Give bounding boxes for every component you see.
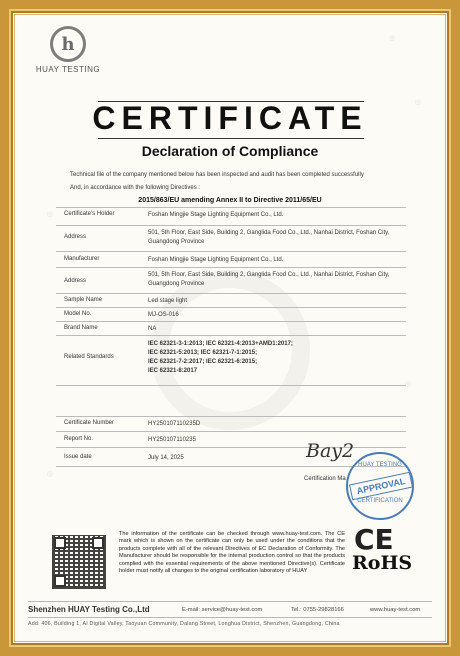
- manufacturer-address-value: 501, 5th Floor, East Side, Building 2, Ganglida Food Co., Ltd., Nanhai District, Foshan City, Guangdong Province: [148, 272, 390, 287]
- holder-value: Foshan Mingjie Stage Lighting Equipment Co., Ltd.: [148, 212, 284, 218]
- brand-value: NA: [148, 326, 157, 332]
- qr-finder: [92, 537, 104, 549]
- watermark-icon: ◎: [388, 35, 396, 42]
- cert-number-value: HY250107110235D: [148, 421, 201, 427]
- qr-code: [52, 535, 106, 589]
- watermark-icon: ◎: [46, 471, 54, 478]
- stamp-band-text: APPROVAL: [349, 472, 413, 501]
- divider: [56, 416, 406, 417]
- divider: [56, 293, 406, 294]
- footer-tel: Tel.: 0755-29828166: [291, 607, 344, 613]
- standard-line: IEC 62321-7-2:2017; IEC 62321-6:2015;: [148, 359, 258, 365]
- divider: [56, 251, 406, 252]
- qr-finder: [54, 537, 66, 549]
- standards-value: [148, 340, 410, 376]
- ce-mark: CE: [354, 523, 394, 556]
- company-name: Shenzhen HUAY Testing Co.,Ltd: [28, 605, 150, 614]
- intro-line-1: Technical file of the company mentioned below has been inspected and audit has been completed successfully: [70, 172, 364, 178]
- standard-line: IEC 62321-8:2017: [148, 368, 198, 374]
- divider: [56, 321, 406, 322]
- holder-label: Certificate's Holder: [64, 211, 115, 217]
- sample-label: Sample Name: [64, 297, 103, 303]
- logo-text: HUAY TESTING: [35, 65, 101, 74]
- directive-title: 2015/863/EU amending Annex II to Directive 2011/65/EU: [138, 197, 322, 204]
- manufacturer-value: Foshan Mingjie Stage Lighting Equipment Co., Ltd.: [148, 257, 284, 263]
- report-label: Report No.: [64, 436, 94, 442]
- footer-rule-top: [28, 601, 432, 602]
- brand-label: Brand Name: [64, 325, 98, 331]
- watermark-icon: ◎: [404, 381, 412, 388]
- signature: Bay2: [306, 440, 355, 462]
- footer-web: www.huay-test.com: [370, 607, 421, 613]
- certificate-subtitle: Declaration of Compliance: [141, 143, 319, 159]
- model-label: Model No.: [64, 311, 92, 317]
- footer-rule-bottom: [28, 617, 432, 618]
- divider: [56, 335, 406, 336]
- divider: [56, 207, 406, 208]
- sample-value: Led stage light: [148, 298, 188, 304]
- model-value: MJ-OS-016: [148, 312, 179, 318]
- holder-address-value: 501, 5th Floor, East Side, Building 2, Ganglida Food Co., Ltd., Nanhai District, Foshan City, Guangdong Province: [148, 230, 390, 245]
- standard-line: IEC 62321-5:2013; IEC 62321-7-1:2015;: [148, 350, 258, 356]
- holder-address-label: Address: [64, 234, 87, 240]
- divider: [56, 385, 406, 386]
- rohs-mark: RoHS: [352, 552, 413, 574]
- divider: [56, 267, 406, 268]
- intro-line-2: And, in accordance with the following Directives :: [70, 185, 201, 191]
- divider: [56, 307, 406, 308]
- manufacturer-address-label: Address: [64, 278, 87, 284]
- logo-icon: [50, 26, 86, 62]
- certificate-title: CERTIFICATE: [92, 100, 368, 136]
- logo-letter: h: [61, 33, 75, 55]
- issue-label: Issue date: [64, 454, 92, 460]
- report-value: HY250107110235: [148, 437, 196, 443]
- watermark-icon: ◎: [414, 99, 422, 106]
- manufacturer-label: Manufacturer: [64, 256, 100, 262]
- divider: [56, 431, 406, 432]
- title-rule-bottom: [98, 138, 364, 139]
- cert-number-label: Certificate Number: [64, 420, 115, 426]
- footer-email: E-mail: service@huay-test.com: [182, 607, 263, 613]
- qr-finder: [54, 575, 66, 587]
- footer-address: Add: 406, Building 1, AI Digital Valley, Taoyuan Community, Dalang Street, Longhua District, Shenzhen, Guangdong, China: [28, 621, 340, 627]
- notice-text: The information of the certificate can be checked through www.huay-test.com. The CE mark which is shown on the certificate can only be used under the conditions that the products complete with all of the relevant Directives of EC Declaration of Conformity. The Manufacturer should be responsible for the internal production control so that the products complied with the essential requirements of the above mentioned Directive(s). Certificate holder must notify all changes to the original certification laboratory of HUAY: [119, 531, 345, 575]
- standard-line: IEC 62321-3-1:2013; IEC 62321-4:2013+AMD1:2017;: [148, 341, 293, 347]
- divider: [56, 225, 406, 226]
- stamp-bottom-text: CERTIFICATION: [357, 498, 403, 504]
- huay-logo: [28, 26, 108, 74]
- issue-value: July 14, 2025: [148, 455, 184, 461]
- watermark-icon: ◎: [46, 211, 54, 218]
- standards-label: Related Standards: [64, 354, 114, 360]
- signature-label: Certification Ma: [304, 476, 346, 482]
- approval-stamp: [346, 452, 414, 520]
- stamp-top-text: HUAY TESTING: [358, 462, 402, 468]
